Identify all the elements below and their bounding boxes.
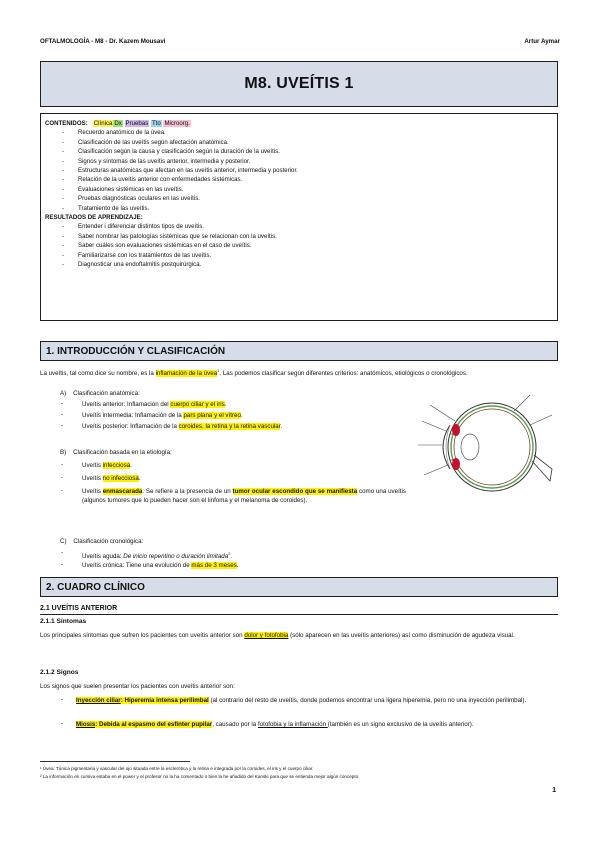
text-run: . <box>230 553 233 561</box>
footnote-ref: 2 <box>228 551 231 556</box>
text-run: (también es un signo exclusivo de la uveítis anterior). <box>327 721 474 728</box>
text-run: La uveítis, tal como dice su nombre, es la <box>40 370 156 378</box>
list-item: - Clasificación de las uveítis según afectación anatómica. <box>45 138 553 147</box>
text-run: (al contrario del resto de uveítis, donde podemos encontrar una ligera hiperemia, pero no una inyección perilimbal). <box>208 697 527 704</box>
footnote-ref: 1 <box>217 368 220 373</box>
item-marker: A) <box>60 390 67 397</box>
list-item: - Signos y síntomas de las uveítis anterior, intermedia y posterior. <box>45 157 553 166</box>
results-heading: RESULTADOS DE APRENDIZAJE: <box>45 214 143 222</box>
header-course: OFTALMOLOGÍA - M8 - Dr. Kazem Mousavi <box>40 38 166 45</box>
list-item <box>82 422 282 431</box>
symptoms-paragraph <box>40 631 558 640</box>
item-title: Clasificación anatómica: <box>73 390 140 397</box>
section-bar-introduccion <box>40 341 558 361</box>
text-run: . <box>280 423 283 430</box>
list-item: - Relación de la uveítis anterior con enfermedades sistémicas. <box>45 175 553 184</box>
document-title: M8. UVEÍTIS 1 <box>244 75 354 92</box>
text-run: (sólo aparecen en las uveítis anteriores) así como disminución de agudeza visual. <box>288 632 515 639</box>
highlight-miosis: Miosis <box>76 721 96 728</box>
dash-marker: - <box>61 487 64 494</box>
text-run: . <box>224 401 227 408</box>
highlight-enmascarada: enmascarada <box>102 488 143 495</box>
list-item <box>82 461 132 470</box>
text-run: como una uveítis (algunos tumores que lo pueden hacer son el linfoma y el melanoma de coroides). <box>82 488 406 505</box>
text-run: . <box>130 462 132 469</box>
item-title: Clasificación cronológica: <box>73 538 144 545</box>
text-run: Uveítis crónica: Tiene una evolución de <box>82 562 192 569</box>
section-bar-cuadro-clinico <box>40 577 558 597</box>
list-item: - Saber nombrar las patologías sistémicas que se relacionan con la uveítis. <box>45 232 553 241</box>
dash-marker: - <box>61 411 64 418</box>
dash-marker: - <box>61 549 64 556</box>
dash-marker: - <box>61 696 64 703</box>
highlight: : Hiperemia intensa perilimbal <box>120 697 209 704</box>
text-run: . Las podemos clasificar según diferentes criterios: anatómicos, etiológicos o cronológicos. <box>219 370 468 378</box>
footnote-divider <box>40 761 190 762</box>
tag-pruebas: Pruebas <box>125 120 149 127</box>
intro-paragraph <box>40 366 558 378</box>
subsection-signos: 2.1.2 Signos <box>40 669 79 676</box>
list-item: - Diagnosticar una endoftalmitis postquirúrgica. <box>45 260 553 269</box>
list-item <box>82 549 232 561</box>
text-run: . <box>236 562 239 569</box>
list-item: - Recuerdo anatómico de la úvea. <box>45 128 553 137</box>
tag-microorg: Microorg. <box>164 120 190 127</box>
eye-anatomy-illustration <box>410 385 558 505</box>
results-list <box>45 222 553 269</box>
section-title: 2. CUADRO CLÍNICO <box>46 581 145 593</box>
ciliary-body-upper <box>452 424 460 436</box>
list-item: - Saber cuáles son evaluaciones sistémicas en el caso de uveítis. <box>45 241 553 250</box>
text-run: , causado por la <box>212 721 258 728</box>
text-run: Uveítis <box>82 488 103 495</box>
highlight: cuerpo ciliar y el iris <box>170 401 225 408</box>
text-run: : Se refiere a la presencia de un <box>142 488 233 495</box>
lens <box>461 434 479 460</box>
page-header <box>40 38 560 50</box>
list-item <box>82 400 226 409</box>
highlight: pars plana y el vítreo <box>183 412 241 419</box>
text-run: Los principales síntomas que sufren los pacientes con uveítis anterior son <box>40 632 245 639</box>
list-item: - Evaluaciones sistémicas en las uveítis. <box>45 185 553 194</box>
italic-run: De inicio repentino o duración limitada <box>123 553 229 561</box>
highlight: no infecciosa <box>102 475 139 482</box>
list-item: - Estructuras anatómicas que afectan en las uveítis anterior, intermedia y posterior. <box>45 166 553 175</box>
text-run: Uveítis <box>82 462 103 469</box>
text-run: Uveítis aguda: <box>82 553 124 561</box>
highlight-dolor-fotofobia: dolor y fotofobia <box>244 632 289 639</box>
list-item <box>82 474 141 483</box>
dash-marker: - <box>61 422 64 429</box>
document-title-box <box>40 61 558 107</box>
subsection-sintomas: 2.1.1 Síntomas <box>40 618 87 625</box>
classification-b-heading <box>60 448 172 457</box>
signs-intro: Los signos que suelen presentar los pacientes con uveítis anterior son: <box>40 683 235 690</box>
text-run: Uveítis anterior: Inflamación del <box>82 401 171 408</box>
list-item <box>82 411 243 420</box>
text-run: Uveítis posterior: Inflamación de la <box>82 423 179 430</box>
text-run: Uveítis <box>82 475 103 482</box>
classification-c-heading <box>60 537 143 546</box>
list-item: - Clasificación según la causa y clasificación según la duración de la uveítis. <box>45 147 553 156</box>
header-author: Artur Aymar <box>524 38 560 45</box>
highlight: más de 3 meses <box>191 562 237 569</box>
highlight-tumor: tumor ocular escondido que se manifiesta <box>232 488 358 495</box>
contents-list <box>45 128 553 213</box>
item-title: Clasificación basada en la etiología: <box>73 449 172 456</box>
tag-clinica: Clínica <box>93 120 113 127</box>
text-run: Uveítis intermedia: Inflamación de la <box>82 412 184 419</box>
list-item: - Pruebas diagnósticas oculares en las uveítis. <box>45 194 553 203</box>
footnote-2: ² La información en cursiva estaba en el power y el profesor no la ha comentado o bien la he añadido del Kanski para que se entienda mejor algún concepto. <box>40 774 360 779</box>
underlined-run: fotofobia y la inflamación <box>257 721 328 728</box>
list-item <box>82 487 406 506</box>
dash-marker: - <box>61 461 64 468</box>
item-marker: B) <box>60 449 67 456</box>
footnote-1: ¹ Úvea: Túnica pigmentaria y vascular del ojo situada entre la esclerótica y la retina e integrada por la coroides, el iris y el cuerpo ciliar. <box>40 766 314 771</box>
dash-marker: - <box>61 561 64 568</box>
highlight-uvea: inflamación de la úvea <box>155 370 218 378</box>
item-marker: C) <box>60 538 67 545</box>
highlight-inyeccion-ciliar: Inyección ciliar <box>76 697 121 704</box>
page-number: 1 <box>552 787 556 794</box>
list-item <box>76 696 558 705</box>
classification-a-heading <box>60 389 140 398</box>
text-run: . <box>240 412 243 419</box>
dash-marker: - <box>61 720 64 727</box>
contents-box <box>40 113 558 321</box>
tag-dx: Dx <box>114 120 122 127</box>
list-item <box>76 720 558 729</box>
tag-tto: Tto <box>151 120 161 127</box>
contents-label: CONTENIDOS: <box>45 120 88 127</box>
highlight: coroides, la retina y la retina vascular <box>178 423 281 430</box>
subsection-uveitis-anterior: 2.1 UVEÍTIS ANTERIOR <box>40 604 558 615</box>
contents-heading <box>45 119 553 128</box>
dash-marker: - <box>61 400 64 407</box>
dash-marker: - <box>61 474 64 481</box>
highlight: infecciosa <box>102 462 131 469</box>
ciliary-body-lower <box>452 458 460 470</box>
list-item: - Entender i diferenciar distintos tipos de uveítis. <box>45 222 553 231</box>
list-item <box>82 561 239 570</box>
section-title: 1. INTRODUCCIÓN Y CLASIFICACIÓN <box>46 345 226 357</box>
list-item: - Familiarizarse con los tratamientos de las uveítis. <box>45 251 553 260</box>
text-run: . <box>138 475 141 482</box>
list-item: - Tratamiento de las uveítis. <box>45 204 553 213</box>
highlight: : Debida al espasmo del esfínter pupilar <box>95 721 213 728</box>
